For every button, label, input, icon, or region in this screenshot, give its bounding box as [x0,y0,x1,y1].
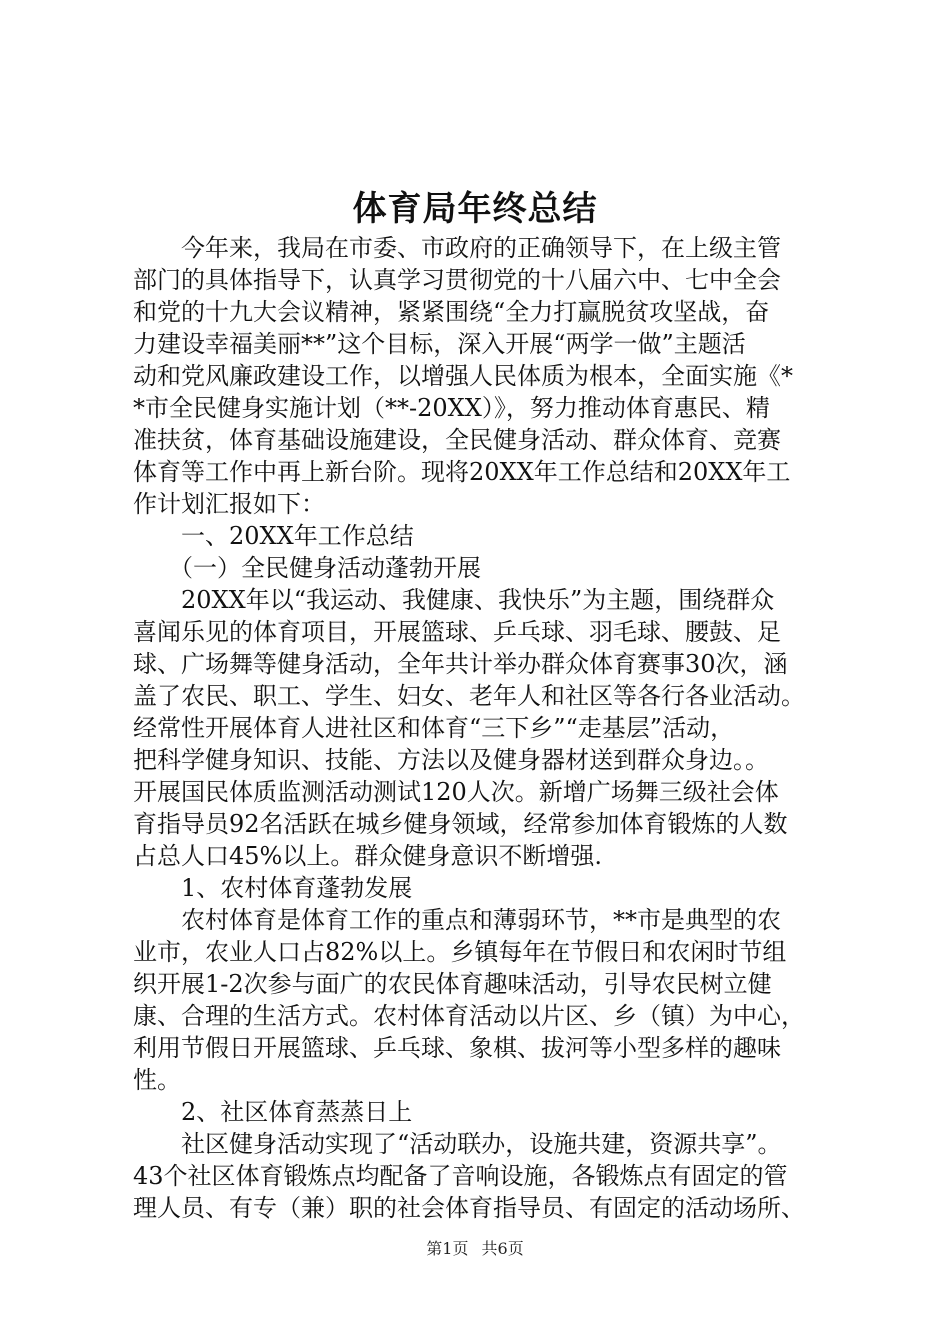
page-total: 共6页 [481,1239,524,1258]
text-line: 织开展1-2次参与面广的农民体育趣味活动，引导农民树立健 [133,970,772,998]
text-line: 准扶贫，体育基础设施建设，全民健身活动、群众体育、竞赛 [133,426,781,454]
text-line: 1、农村体育蓬勃发展 [133,874,413,902]
page-footer [0,1238,950,1260]
text-line: 一、20XX年工作总结 [133,522,414,550]
text-line: *市全民健身实施计划（**-20XX）》，努力推动体育惠民、精 [133,394,770,422]
text-line: 体育等工作中再上新台阶。现将20XX年工作总结和20XX年工 [133,458,791,486]
text-line: 利用节假日开展篮球、乒乓球、象棋、拔河等小型多样的趣味 [133,1034,781,1062]
text-line: 盖了农民、职工、学生、妇女、老年人和社区等各行各业活动。 [133,682,805,710]
text-line: 康、合理的生活方式。农村体育活动以片区、乡（镇）为中心， [133,1002,805,1030]
text-line: 力建设幸福美丽**”这个目标，深入开展“两学一做”主题活 [133,330,746,358]
text-line: 开展国民体质监测活动测试120人次。新增广场舞三级社会体 [133,778,779,806]
text-line: 43个社区体育锻炼点均配备了音响设施，各锻炼点有固定的管 [133,1162,788,1190]
text-line: 20XX年以“我运动、我健康、我快乐”为主题，围绕群众 [133,586,775,614]
document-title: 体育局年终总结 [352,189,598,229]
text-line: 喜闻乐见的体育项目，开展篮球、乒乓球、羽毛球、腰鼓、足 [133,618,781,646]
text-line: 育指导员92名活跃在城乡健身领域，经常参加体育锻炼的人数 [133,810,788,838]
document-body [133,232,833,1224]
text-line: 占总人口45%以上。群众健身意识不断增强. [133,842,602,870]
text-line: 把科学健身知识、技能、方法以及健身器材送到群众身边。。 [133,746,769,774]
text-line: 动和党风廉政建设工作，以增强人民体质为根本，全面实施《* [133,362,793,390]
text-line: 理人员、有专（兼）职的社会体育指导员、有固定的活动场所、 [133,1194,805,1222]
page-number: 第1页 [426,1239,469,1258]
text-line: 性。 [133,1066,181,1094]
text-line: 经常性开展体育人进社区和体育“三下乡”“走基层”活动， [133,714,735,742]
text-line: 业市，农业人口占82%以上。乡镇每年在节假日和农闲时节组 [133,938,787,966]
text-line: 2、社区体育蒸蒸日上 [133,1098,413,1126]
text-line: （一）全民健身活动蓬勃开展 [133,554,481,582]
text-line: 部门的具体指导下，认真学习贯彻党的十八届六中、七中全会 [133,266,781,294]
text-line: 社区健身活动实现了“活动联办，设施共建，资源共享”。 [133,1130,782,1158]
text-line: 球、广场舞等健身活动，全年共计举办群众体育赛事30次，涵 [133,650,788,678]
text-line: 农村体育是体育工作的重点和薄弱环节，**市是典型的农 [133,906,781,934]
text-line: 作计划汇报如下： [133,490,325,518]
text-line: 和党的十九大会议精神，紧紧围绕“全力打赢脱贫攻坚战，奋 [133,298,770,326]
text-line: 今年来，我局在市委、市政府的正确领导下，在上级主管 [133,234,781,262]
